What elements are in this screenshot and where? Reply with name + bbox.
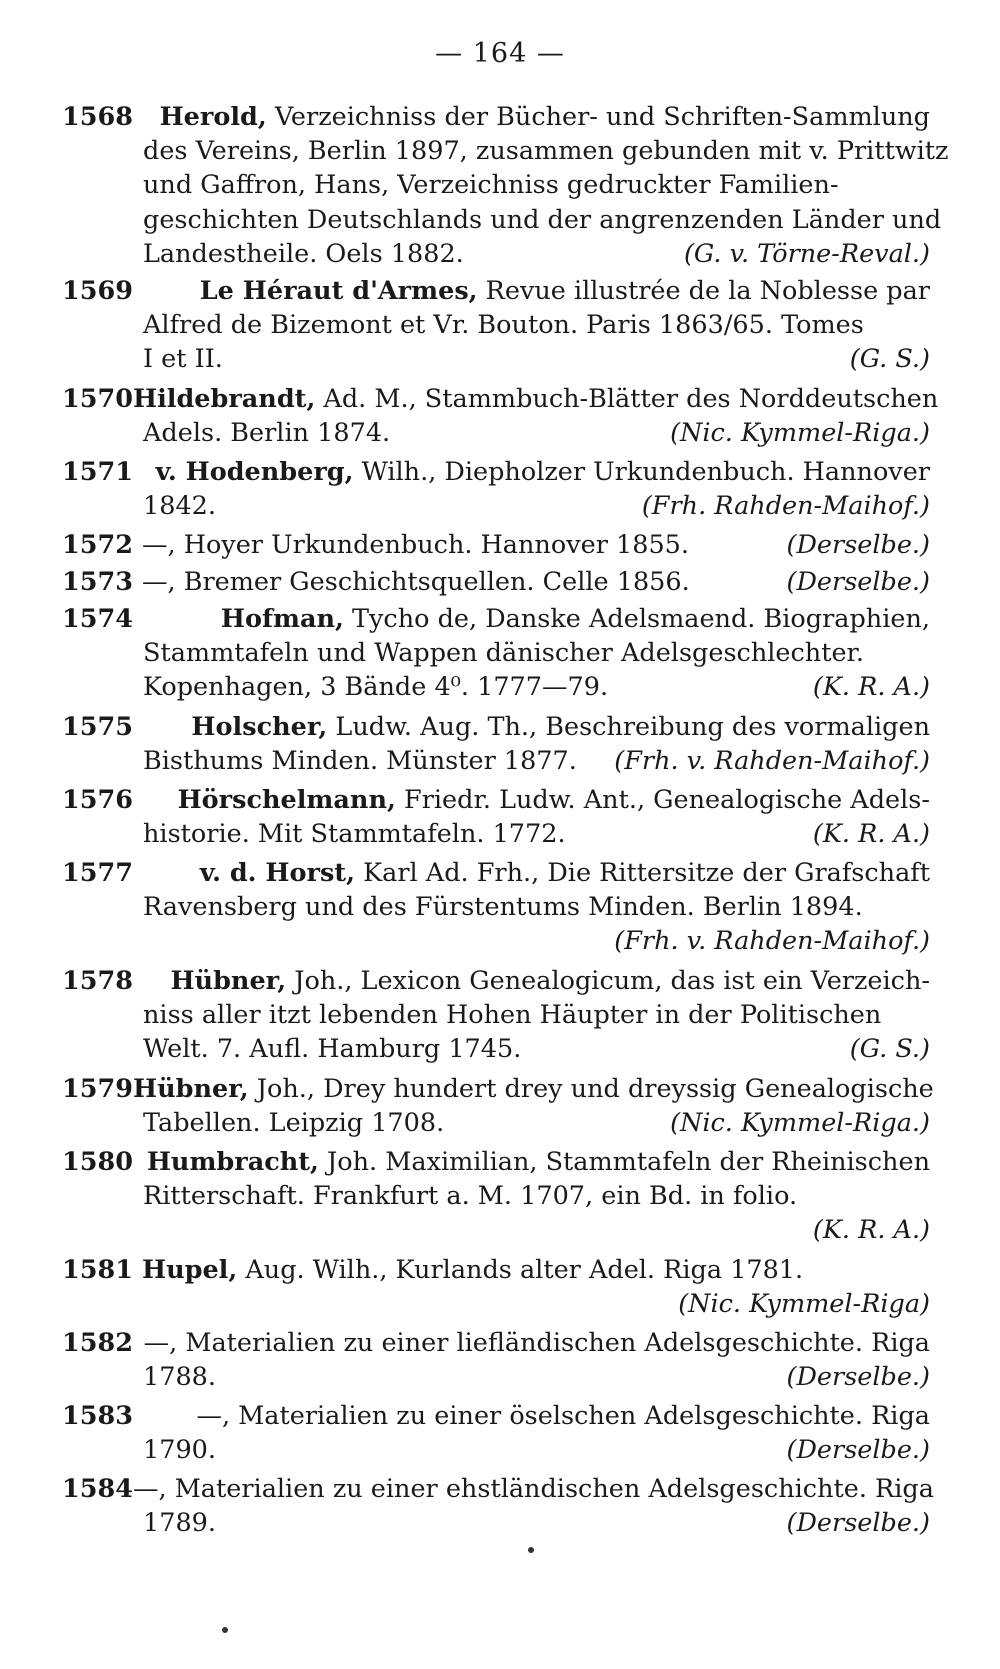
entry-line (62, 528, 930, 562)
entry-text: Hübner, Joh., Lexicon Genealogicum, das ist ein Verzeich- (170, 966, 930, 996)
entry-source: (G. S.) (849, 344, 930, 375)
entry-text: des Vereins, Berlin 1897, zusammen gebunden mit v. Prittwitz (143, 136, 949, 167)
entry-number: 1582 (62, 1328, 133, 1358)
entry-number: 1572 (62, 530, 133, 560)
entry-source: (Derselbe.) (786, 1362, 930, 1393)
entry-line (143, 416, 930, 450)
author-name: Hupel, (142, 1255, 238, 1285)
entry-source: (G. S.) (849, 1034, 930, 1065)
entry-line (143, 1360, 930, 1394)
entry-text: —, Materialien zu einer liefländischen Adelsgeschichte. Riga (143, 1328, 930, 1358)
entry-text: Adels. Berlin 1874. (143, 418, 391, 449)
entry-text: Hupel, Aug. Wilh., Kurlands alter Adel. Riga 1781. (142, 1255, 804, 1285)
entry-text: Bisthums Minden. Münster 1877. (143, 746, 577, 777)
entry-line (62, 1326, 930, 1360)
entry-text: Ravensberg und des Fürstentums Minden. Berlin 1894. (143, 892, 863, 923)
entry-text: Tabellen. Leipzig 1708. (143, 1108, 445, 1139)
entry-source: (Derselbe.) (786, 1508, 930, 1539)
entry-line (62, 1253, 930, 1287)
entry-number: 1577 (62, 858, 133, 888)
entry-text: 1789. (143, 1508, 217, 1539)
author-name: Humbracht, (146, 1147, 319, 1177)
entry-line (62, 964, 930, 998)
entry-line (143, 636, 930, 670)
entry-number: 1571 (62, 457, 133, 487)
entry-text: Hildebrandt, Ad. M., Stammbuch-Blätter des Norddeutschen (132, 384, 939, 414)
entry-source: (K. R. A.) (812, 819, 930, 850)
entry-line (143, 1032, 930, 1066)
entry-line (62, 565, 930, 599)
entry-number: 1576 (62, 785, 133, 815)
entry-line (143, 1106, 930, 1140)
entry-line (143, 817, 930, 851)
ink-spot (222, 1627, 228, 1633)
entry-text: v. Hodenberg, Wilh., Diepholzer Urkundenbuch. Hannover (155, 457, 930, 487)
entry-line (62, 1472, 934, 1506)
entry-line (143, 890, 930, 924)
entry-text: —, Hoyer Urkundenbuch. Hannover 1855. (142, 530, 690, 560)
entry-source: (Nic. Kymmel-Riga) (678, 1289, 930, 1320)
entry-source: (Derselbe.) (786, 530, 930, 560)
author-name: Hildebrandt, (132, 384, 316, 414)
entry-line (143, 203, 942, 237)
entry-text: Hofman, Tycho de, Danske Adelsmaend. Biographien, (220, 604, 930, 634)
entry-source: (Frh. v. Rahden-Maihof.) (614, 746, 930, 777)
entry-source: (Derselbe.) (786, 567, 930, 597)
entry-number: 1568 (62, 102, 133, 132)
entry-text: Alfred de Bizemont et Vr. Bouton. Paris 1863/65. Tomes (143, 310, 864, 341)
entry-number: 1575 (62, 712, 133, 742)
author-name: Le Héraut d'Armes, (199, 276, 478, 306)
entry-line (143, 1179, 930, 1213)
entry-line (143, 1287, 930, 1321)
entry-line (143, 134, 949, 168)
entry-line (143, 670, 930, 704)
entry-text: und Gaffron, Hans, Verzeichniss gedruckter Familien- (143, 170, 839, 201)
entry-number: 1578 (62, 966, 133, 996)
entry-number: 1583 (62, 1401, 133, 1431)
entry-line (143, 924, 930, 958)
author-name: Hörschelmann, (177, 785, 396, 815)
entry-text: I et II. (143, 344, 223, 375)
entry-number: 1580 (62, 1147, 133, 1177)
entry-line (62, 1072, 934, 1106)
entry-line (143, 342, 930, 376)
author-name: Holscher, (191, 712, 328, 742)
entry-number: 1579 (62, 1074, 133, 1104)
entry-source: (G. v. Törne-Reval.) (683, 238, 930, 269)
entry-text: historie. Mit Stammtafeln. 1772. (143, 819, 566, 850)
entry-text: Welt. 7. Aufl. Hamburg 1745. (143, 1034, 522, 1065)
entry-source: (Nic. Kymmel-Riga.) (670, 1108, 930, 1139)
ink-spot (528, 1547, 534, 1553)
entry-line (143, 168, 930, 202)
entry-source: (Frh. Rahden-Maihof.) (641, 491, 930, 522)
author-name: v. Hodenberg, (155, 457, 354, 487)
entry-text: v. d. Horst, Karl Ad. Frh., Die Rittersitze der Grafschaft (199, 858, 930, 888)
entry-text: Hörschelmann, Friedr. Ludw. Ant., Genealogische Adels- (177, 785, 930, 815)
entry-line (62, 382, 939, 416)
entry-text: Holscher, Ludw. Aug. Th., Beschreibung des vormaligen (191, 712, 930, 742)
entry-text: —, Bremer Geschichtsquellen. Celle 1856. (142, 567, 690, 597)
entry-line (143, 1506, 930, 1540)
entry-line (62, 602, 930, 636)
entry-line (143, 1433, 930, 1467)
entry-line (62, 856, 930, 890)
entry-text: Le Héraut d'Armes, Revue illustrée de la Noblesse par (199, 276, 930, 306)
entry-text: 1788. (143, 1362, 217, 1393)
entry-line (143, 744, 930, 778)
entry-line (62, 274, 930, 308)
entry-text: Herold, Verzeichniss der Bücher- und Schriften-Sammlung (159, 102, 930, 132)
entry-text: geschichten Deutschlands und der angrenzenden Länder und (143, 204, 942, 235)
entry-text: Kopenhagen, 3 Bände 4⁰. 1777—79. (143, 672, 609, 703)
entry-source: (K. R. A.) (812, 1215, 930, 1246)
author-name: Herold, (159, 102, 267, 132)
entry-line (62, 1399, 930, 1433)
entry-number: 1573 (62, 567, 133, 597)
entry-text: Landestheile. Oels 1882. (143, 238, 464, 269)
entry-number: 1584 (62, 1474, 133, 1504)
entry-source: (K. R. A.) (812, 672, 930, 703)
entry-line (62, 100, 930, 134)
entry-text: Stammtafeln und Wappen dänischer Adelsgeschlechter. (143, 638, 865, 669)
entry-text: Ritterschaft. Frankfurt a. M. 1707, ein Bd. in folio. (143, 1181, 798, 1212)
author-name: Hübner, (170, 966, 287, 996)
page-number: — 164 — (435, 38, 565, 69)
entry-line (143, 998, 930, 1032)
entry-text: Hübner, Joh., Drey hundert drey und dreyssig Genealogische (132, 1074, 934, 1104)
entry-text: —, Materialien zu einer öselschen Adelsgeschichte. Riga (196, 1401, 930, 1431)
entry-line (143, 1213, 930, 1247)
entry-line (143, 489, 930, 523)
entry-source: (Frh. v. Rahden-Maihof.) (614, 926, 930, 957)
entry-line (143, 308, 930, 342)
entry-line (62, 783, 930, 817)
entry-line (62, 710, 930, 744)
author-name: v. d. Horst, (199, 858, 355, 888)
entry-line (143, 237, 930, 271)
entry-line (62, 455, 930, 489)
entry-source: (Nic. Kymmel-Riga.) (670, 418, 930, 449)
entry-source: (Derselbe.) (786, 1435, 930, 1466)
entry-line (62, 1145, 930, 1179)
entry-text: niss aller itzt lebenden Hohen Häupter in der Politischen (143, 1000, 882, 1031)
entry-number: 1581 (62, 1255, 133, 1285)
entry-text: —, Materialien zu einer ehstländischen Adelsgeschichte. Riga (132, 1474, 934, 1504)
entry-number: 1574 (62, 604, 133, 634)
entry-number: 1569 (62, 276, 133, 306)
entry-text: Humbracht, Joh. Maximilian, Stammtafeln der Rheinischen (146, 1147, 930, 1177)
author-name: Hübner, (132, 1074, 249, 1104)
author-name: Hofman, (220, 604, 344, 634)
entry-text: 1790. (143, 1435, 217, 1466)
entry-number: 1570 (62, 384, 133, 414)
entry-text: 1842. (143, 491, 217, 522)
